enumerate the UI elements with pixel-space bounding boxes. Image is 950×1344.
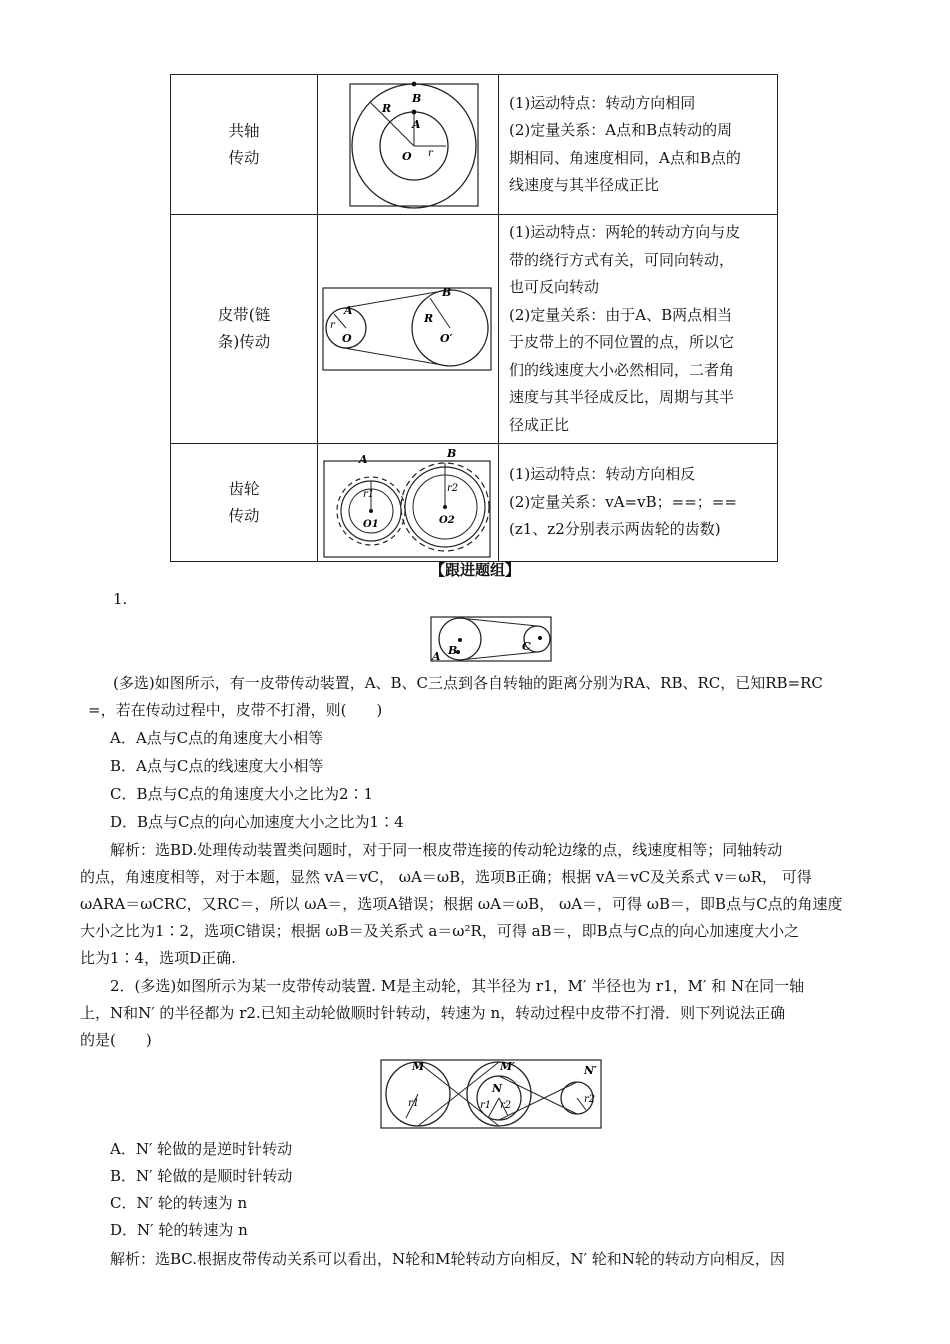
gear-figure — [323, 447, 493, 559]
label-r1: r1 — [363, 488, 375, 500]
q2-analysis: 解析：选BC.根据皮带传动关系可以看出，N轮和M轮转动方向相反，N′ 轮和N轮的转动方向相反，因 — [110, 1250, 785, 1268]
q1-option: B．A点与C点的线速度大小相等 — [110, 757, 324, 775]
desc-line: 也可反向转动 — [509, 278, 600, 296]
q1-figure — [430, 616, 554, 664]
label-A: A — [412, 117, 421, 131]
desc-cell-belt — [499, 215, 778, 444]
label-r1: r1 — [408, 1098, 420, 1109]
figure-cell-gear — [318, 444, 499, 562]
type-label-line2: 条)传动 — [217, 333, 271, 351]
q2-figure — [380, 1058, 602, 1130]
label-C: C — [522, 640, 531, 653]
label-O2: O2 — [439, 514, 455, 526]
desc-line: 于皮带上的不同位置的点，所以它 — [509, 333, 735, 351]
label-r2: r2 — [584, 1094, 596, 1105]
q1-analysis: 大小之比为1∶2，选项C错误；根据 ωB＝及关系式 a＝ω²R，可得 aB＝，即B点与C点的向心加速度大小之 — [80, 922, 800, 940]
q1-option: D．B点与C点的向心加速度大小之比为1∶4 — [110, 813, 404, 831]
label-R: R — [424, 312, 434, 325]
figure-cell-coaxial — [318, 75, 499, 215]
label-O: O — [342, 332, 352, 345]
label-N-prime: N′ — [584, 1064, 597, 1077]
type-label-line1: 皮带(链 — [217, 306, 271, 324]
belt-figure — [322, 284, 494, 374]
label-B: B — [442, 286, 452, 299]
q1-stem: =，若在传动过程中，皮带不打滑，则( ) — [88, 701, 383, 719]
q1-analysis: 比为1∶4，选项D正确. — [80, 949, 236, 967]
q2-stem: 上，N和N′ 的半径都为 r2.已知主动轮做顺时针转动，转速为 n，转动过程中皮带不打滑．则下列说法正确 — [80, 1004, 786, 1022]
label-r1: r1 — [480, 1100, 492, 1111]
type-label-line2: 传动 — [228, 506, 260, 525]
type-label-line1: 共轴 — [228, 121, 260, 140]
label-B: B — [447, 446, 457, 460]
q2-option: D．N′ 轮的转速为 n — [110, 1221, 248, 1239]
q1-stem: (多选)如图所示，有一皮带传动装置，A、B、C三点到各自转轴的距离分别为RA、RB、RC，已知RB=RC — [113, 674, 823, 692]
label-B: B — [412, 91, 422, 105]
q2-option: B．N′ 轮做的是顺时针转动 — [110, 1167, 293, 1185]
label-O: O — [402, 149, 412, 163]
type-cell-belt — [171, 215, 318, 444]
type-cell-gear — [171, 444, 318, 562]
q2-option: C．N′ 轮的转速为 n — [110, 1194, 248, 1212]
label-B: B — [448, 644, 458, 657]
desc-line: 径成正比 — [509, 415, 570, 434]
desc-line: 线速度与其半径成正比 — [509, 176, 660, 194]
q1-analysis: 解析：选BD.处理传动装置类问题时，对于同一根皮带连接的传动轮边缘的点，线速度相等；同轴转动 — [110, 841, 783, 859]
desc-cell-coaxial — [499, 75, 778, 215]
q1-analysis: 的点，角速度相等，对于本题，显然 vA＝vC， ωA＝ωB，选项B正确；根据 vA＝vC及关系式 v＝ωR， 可得 — [80, 868, 812, 886]
type-cell-coaxial — [171, 75, 318, 215]
label-A: A — [359, 452, 368, 466]
desc-cell-gear — [499, 444, 778, 562]
q2-stem: 2．(多选)如图所示为某一皮带传动装置. M是主动轮，其半径为 r1，M′ 半径也为 r1，M′ 和 N在同一轴 — [110, 977, 805, 995]
q1-number: 1. — [113, 590, 128, 608]
desc-line: 们的线速度大小必然相同，二者角 — [509, 360, 735, 379]
label-R: R — [382, 101, 392, 115]
label-M-prime: M′ — [500, 1060, 516, 1073]
desc-line: (z1、z2分别表示两齿轮的齿数) — [509, 520, 721, 539]
desc-line: (1)运动特点：转动方向相反 — [509, 465, 696, 484]
q1-analysis: ωARA＝ωCRC，又RC＝，所以 ωA＝，选项A错误；根据 ωA＝ωB， ωA＝，可得 ωB＝，即B点与C点的角速度 — [80, 895, 843, 913]
label-M: M — [412, 1060, 425, 1073]
label-O1: O1 — [363, 518, 379, 530]
desc-line: 期相同、角速度相同，A点和B点的 — [509, 148, 741, 167]
desc-line: (1)运动特点：两轮的转动方向与皮 — [509, 223, 741, 241]
desc-line: (1)运动特点：转动方向相同 — [509, 93, 696, 112]
q2-option: A．N′ 轮做的是逆时针转动 — [110, 1140, 293, 1158]
coaxial-figure — [328, 80, 488, 210]
label-r2: r2 — [500, 1100, 512, 1111]
label-r: r — [428, 147, 433, 159]
type-label-line2: 传动 — [228, 148, 260, 167]
type-label-line1: 齿轮 — [228, 479, 260, 498]
section-heading: 【跟进题组】 — [429, 561, 520, 579]
q1-option: A．A点与C点的角速度大小相等 — [110, 729, 324, 747]
desc-line: 带的绕行方式有关，可同向转动， — [509, 250, 735, 269]
label-A: A — [432, 650, 441, 663]
label-r: r — [330, 320, 335, 331]
label-A: A — [344, 304, 353, 317]
label-O-prime: O′ — [440, 332, 453, 345]
desc-line: 速度与其半径成反比，周期与其半 — [509, 388, 735, 406]
desc-line: (2)定量关系：A点和B点转动的周 — [509, 121, 733, 139]
desc-line: (2)定量关系：由于A、B两点相当 — [509, 305, 733, 324]
desc-line: (2)定量关系：vA=vB；==；== — [509, 492, 737, 511]
figure-cell-belt — [318, 215, 499, 444]
label-r2: r2 — [447, 482, 459, 494]
transmission-table — [170, 74, 778, 562]
q2-stem: 的是( ) — [80, 1031, 152, 1049]
label-N: N — [492, 1082, 503, 1095]
q1-option: C．B点与C点的角速度大小之比为2∶1 — [110, 785, 374, 803]
